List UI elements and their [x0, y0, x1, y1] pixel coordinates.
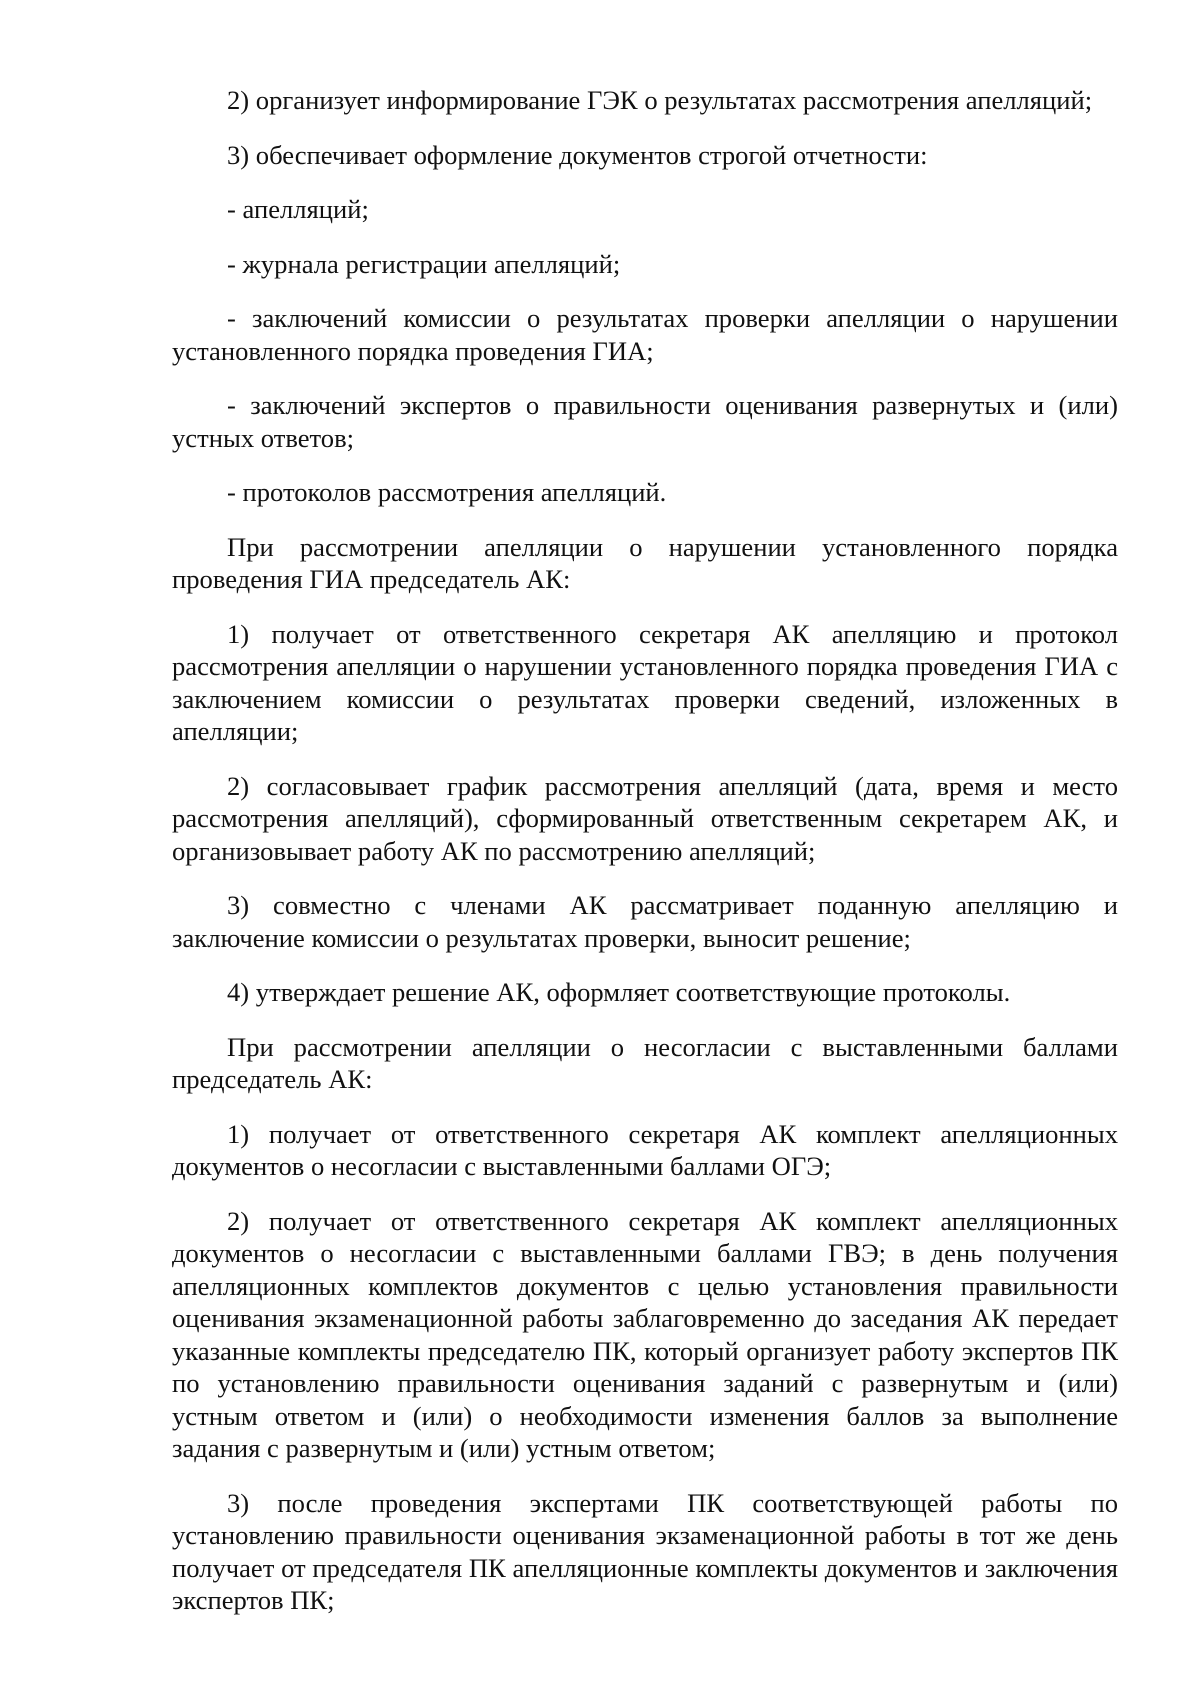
- paragraph-violation-step-2: 2) согласовывает график рассмотрения апелляций (дата, время и место рассмотрения апелляций), сформированный ответственным секретарем АК, и организовывает работу АК по рассмотрению апелляций;: [172, 770, 1118, 866]
- paragraph-list-expert-conclusions: - заключений экспертов о правильности оценивания развернутых и (или) устных ответов;: [172, 390, 1118, 453]
- document-body: [172, 84, 1118, 1617]
- paragraph-score-disagreement-heading: При рассмотрении апелляции о несогласии с выставленными баллами председатель АК:: [172, 1031, 1118, 1094]
- paragraph-item-2-informing: 2) организует информирование ГЭК о результатах рассмотрения апелляций;: [227, 85, 1093, 115]
- paragraph-violation-step-3: 3) совместно с членами АК рассматривает поданную апелляцию и заключение комиссии о результатах проверки, выносит решение;: [172, 890, 1118, 953]
- paragraph-score-step-1: 1) получает от ответственного секретаря АК комплект апелляционных документов о несогласии с выставленными баллами ОГЭ;: [172, 1118, 1118, 1181]
- paragraph-score-step-2: 2) получает от ответственного секретаря АК комплект апелляционных документов о несогласии с выставленными баллами ГВЭ; в день получения апелляционных комплектов документов с целью установления правильности оценивания экзаменационной работы заблаговременно до заседания АК передает указанные комплекты председателю ПК, который организует работу экспертов ПК по установлению правильности оценивания заданий с развернутым и (или) устным ответом и (или) о необходимости изменения баллов за выполнение задания с развернутым и (или) устным ответом;: [172, 1205, 1118, 1463]
- paragraph-list-appeals: - апелляций;: [227, 194, 369, 224]
- paragraph-score-step-3: 3) после проведения экспертами ПК соответствующей работы по установлению правильности оценивания экзаменационной работы в тот же день получает от председателя ПК апелляционные комплекты документов и заключения экспертов ПК;: [172, 1487, 1118, 1615]
- paragraph-violation-step-4: 4) утверждает решение АК, оформляет соответствующие протоколы.: [227, 977, 1011, 1007]
- paragraph-item-3-reporting-documents: 3) обеспечивает оформление документов строгой отчетности:: [227, 139, 928, 170]
- paragraph-violation-step-1: 1) получает от ответственного секретаря АК апелляцию и протокол рассмотрения апелляции о нарушении установленного порядка проведения ГИА с заключением комиссии о результатах проверки сведений, изложенных в апелляции;: [172, 618, 1118, 746]
- paragraph-list-registration-journal: - журнала регистрации апелляций;: [227, 248, 621, 279]
- paragraph-list-protocols: - протоколов рассмотрения апелляций.: [227, 477, 667, 507]
- paragraph-procedure-violation-heading: При рассмотрении апелляции о нарушении установленного порядка проведения ГИА председатель АК:: [172, 531, 1118, 594]
- paragraph-list-commission-conclusions: - заключений комиссии о результатах проверки апелляции о нарушении установленного порядка проведения ГИА;: [172, 303, 1118, 366]
